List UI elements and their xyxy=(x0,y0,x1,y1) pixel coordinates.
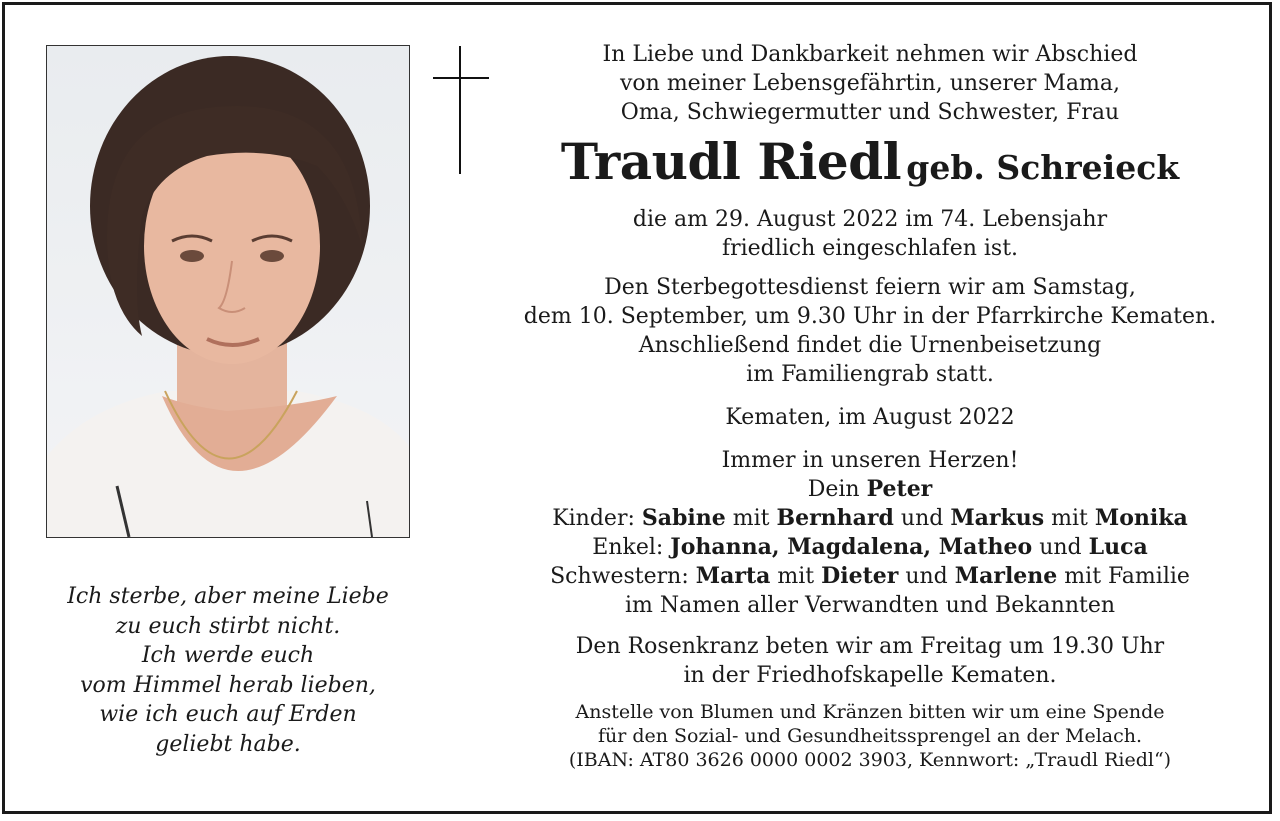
children-line xyxy=(495,504,1245,533)
child-name: Sabine xyxy=(641,505,726,531)
intro-line: Oma, Schwiegermutter und Schwester, Frau xyxy=(620,100,1120,125)
quote-line: wie ich euch auf Erden xyxy=(99,702,357,727)
quote-line: Ich sterbe, aber meine Liebe xyxy=(67,584,389,609)
connector: mit xyxy=(1051,506,1088,531)
connector: und xyxy=(905,564,948,589)
quote-line: zu euch stirbt nicht. xyxy=(115,613,341,639)
deceased-name: Traudl Riedl xyxy=(560,132,902,191)
quote-line: Ich werde euch xyxy=(141,643,315,668)
quote-line: vom Himmel herab lieben, xyxy=(80,672,376,698)
cross-horizontal-bar xyxy=(433,77,489,79)
sibling-partner-name: Dieter xyxy=(821,563,899,589)
connector: und xyxy=(1039,535,1082,560)
quote-line: geliebt habe. xyxy=(155,731,301,757)
deceased-name-heading xyxy=(495,131,1245,205)
partner-prefix: Dein xyxy=(807,477,860,502)
service-line: Anschließend findet die Urnenbeisetzung xyxy=(638,333,1102,358)
donation-line: für den Sozial- und Gesundheitssprengel an der Melach. xyxy=(597,725,1143,747)
portrait-photo xyxy=(46,45,410,538)
memorial-quote xyxy=(46,582,410,759)
grandchildren-names: Johanna, Magdalena, Matheo xyxy=(670,534,1033,560)
grandchild-name: Luca xyxy=(1088,534,1148,560)
death-notice-line: friedlich eingeschlafen ist. xyxy=(721,236,1019,261)
siblings-suffix: mit Familie xyxy=(1064,564,1190,589)
grandchildren-label: Enkel: xyxy=(592,535,664,560)
family-closing: im Namen aller Verwandten und Bekannten xyxy=(624,593,1116,618)
death-notice xyxy=(495,205,1245,263)
donation-line: Anstelle von Blumen und Kränzen bitten wir um eine Spende xyxy=(575,701,1165,723)
child-name: Markus xyxy=(950,505,1045,531)
child-partner-name: Bernhard xyxy=(776,505,894,531)
sibling-name: Marta xyxy=(695,563,771,589)
service-line: dem 10. September, um 9.30 Uhr in der Pfarrkirche Kematen. xyxy=(523,304,1217,329)
siblings-line xyxy=(495,562,1245,591)
motto: Immer in unseren Herzen! xyxy=(721,448,1019,473)
intro-text xyxy=(495,40,1245,127)
service-line: Den Sterbegottesdienst feiern wir am Samstag, xyxy=(604,275,1136,300)
service-info xyxy=(495,273,1245,389)
donation-line: (IBAN: AT80 3626 0000 0002 3903, Kennwort: „Traudl Riedl“) xyxy=(568,749,1172,771)
intro-line: von meiner Lebensgefährtin, unserer Mama, xyxy=(619,71,1121,96)
intro-line: In Liebe und Dankbarkeit nehmen wir Abschied xyxy=(602,42,1138,67)
cross-icon xyxy=(433,46,489,174)
rosary-line: Den Rosenkranz beten wir am Freitag um 19.30 Uhr xyxy=(575,634,1165,659)
birth-name: geb. Schreieck xyxy=(906,148,1180,187)
siblings-label: Schwestern: xyxy=(550,564,689,589)
children-label: Kinder: xyxy=(552,506,635,531)
service-line: im Familiengrab statt. xyxy=(746,362,994,387)
death-notice-line: die am 29. August 2022 im 74. Lebensjahr xyxy=(632,207,1108,232)
obituary-text xyxy=(495,40,1245,772)
connector: mit xyxy=(777,564,815,589)
place-date: Kematen, im August 2022 xyxy=(725,405,1015,430)
child-partner-name: Monika xyxy=(1094,505,1188,531)
sibling-name: Marlene xyxy=(954,563,1058,589)
partner-name: Peter xyxy=(866,476,933,502)
partner-line xyxy=(495,475,1245,504)
rosary-line: in der Friedhofskapelle Kematen. xyxy=(683,663,1057,688)
family-list xyxy=(495,475,1245,620)
cross-vertical-bar xyxy=(459,46,461,174)
donation-info xyxy=(495,700,1245,772)
grandchildren-line xyxy=(495,533,1245,562)
rosary-info xyxy=(495,632,1245,690)
connector: mit xyxy=(732,506,770,531)
connector: und xyxy=(900,506,944,531)
